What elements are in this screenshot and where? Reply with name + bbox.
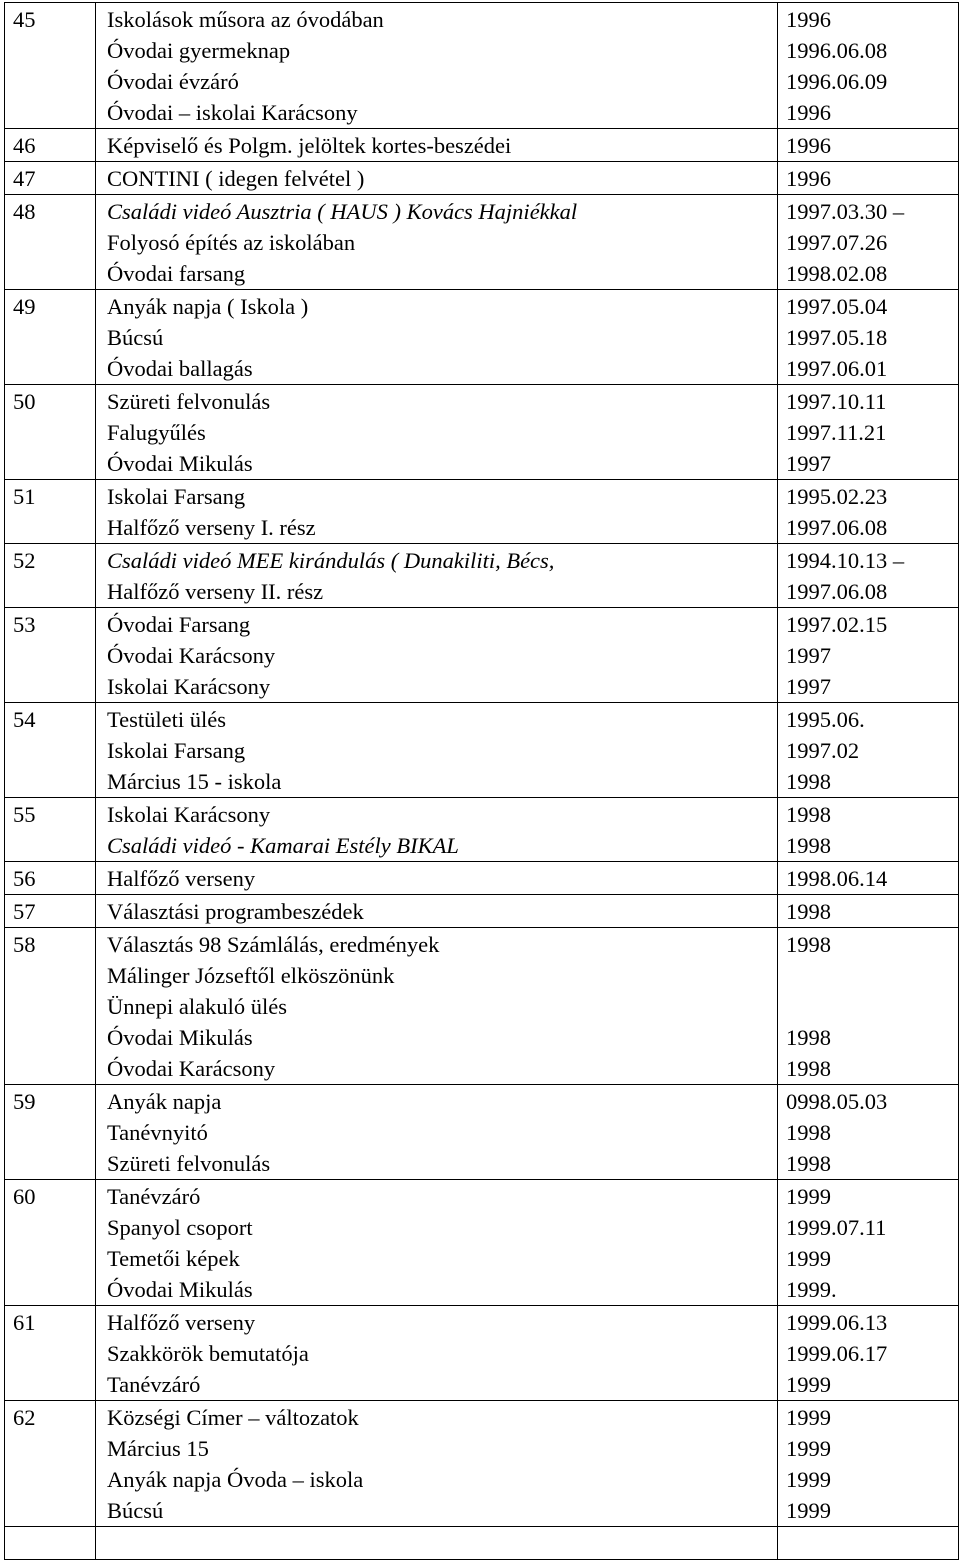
row-number-cell xyxy=(5,1306,96,1401)
row-number-cell xyxy=(5,480,96,544)
title-cell xyxy=(96,862,778,895)
table-row xyxy=(5,3,959,129)
event-date: 1997.05.04 xyxy=(786,294,888,319)
event-date xyxy=(786,991,958,1022)
event-date: 1999 xyxy=(786,1372,831,1397)
row-number-cell xyxy=(5,195,96,290)
event-date: 1998 xyxy=(786,802,831,827)
row-number: 48 xyxy=(13,199,36,224)
row-number: 57 xyxy=(13,899,36,924)
event-date: 1998.06.14 xyxy=(786,866,888,891)
event-date: 1999.06.13 xyxy=(786,1310,888,1335)
table-row xyxy=(5,608,959,703)
event-title: Óvodai ballagás xyxy=(107,356,253,381)
row-number: 58 xyxy=(13,932,36,957)
event-date: 0998.05.03 xyxy=(786,1089,888,1114)
title-cell xyxy=(96,798,778,862)
date-cell xyxy=(778,1085,959,1180)
title-cell xyxy=(96,162,778,195)
title-cell xyxy=(96,480,778,544)
row-number: 50 xyxy=(13,389,36,414)
title-cell xyxy=(96,703,778,798)
row-number-cell xyxy=(5,129,96,162)
title-cell xyxy=(96,544,778,608)
row-number: 55 xyxy=(13,802,36,827)
title-cell xyxy=(96,895,778,928)
event-title: Iskolások műsora az óvodában xyxy=(107,7,384,32)
event-date: 1997.11.21 xyxy=(786,420,887,445)
event-title: CONTINI ( idegen felvétel ) xyxy=(107,166,365,191)
event-date xyxy=(786,1528,958,1559)
table-row xyxy=(5,385,959,480)
event-title: Folyosó építés az iskolában xyxy=(107,230,356,255)
event-date: 1997.03.30 – xyxy=(786,199,905,224)
title-cell xyxy=(96,290,778,385)
title-cell xyxy=(96,195,778,290)
title-cell xyxy=(96,608,778,703)
row-number: 54 xyxy=(13,707,36,732)
date-cell xyxy=(778,798,959,862)
event-date: 1998 xyxy=(786,1151,831,1176)
table-row xyxy=(5,1180,959,1306)
row-number-cell xyxy=(5,3,96,129)
date-cell xyxy=(778,862,959,895)
row-number-cell xyxy=(5,544,96,608)
event-title: Családi videó Ausztria ( HAUS ) Kovács Hajniékkal xyxy=(107,199,578,224)
date-cell xyxy=(778,162,959,195)
event-date: 1997 xyxy=(786,451,831,476)
event-title: Választás 98 Számlálás, eredmények xyxy=(107,932,440,957)
title-cell xyxy=(96,1527,778,1560)
event-date: 1996 xyxy=(786,166,831,191)
title-cell xyxy=(96,1401,778,1527)
event-date: 1998 xyxy=(786,769,831,794)
event-date: 1999 xyxy=(786,1405,831,1430)
title-cell xyxy=(96,129,778,162)
title-cell xyxy=(96,385,778,480)
row-number: 52 xyxy=(13,548,36,573)
table-row xyxy=(5,544,959,608)
event-date: 1996 xyxy=(786,7,831,32)
event-title: Anyák napja ( Iskola ) xyxy=(107,294,309,319)
event-date: 1999.06.17 xyxy=(786,1341,888,1366)
event-date: 1997.10.11 xyxy=(786,389,887,414)
event-title: Március 15 - iskola xyxy=(107,769,282,794)
table-row xyxy=(5,195,959,290)
event-date: 1995.06. xyxy=(786,707,865,732)
row-number: 49 xyxy=(13,294,36,319)
row-number-cell xyxy=(5,928,96,1085)
row-number: 51 xyxy=(13,484,36,509)
event-title: Óvodai Mikulás xyxy=(107,451,253,476)
event-title: Március 15 xyxy=(107,1436,209,1461)
event-title: Búcsú xyxy=(107,1498,164,1523)
event-title: Testületi ülés xyxy=(107,707,227,732)
date-cell xyxy=(778,608,959,703)
event-title: Választási programbeszédek xyxy=(107,899,364,924)
date-cell xyxy=(778,703,959,798)
event-title: Halfőző verseny xyxy=(107,1310,256,1335)
event-date: 1999 xyxy=(786,1467,831,1492)
row-number: 61 xyxy=(13,1310,36,1335)
event-title: Óvodai gyermeknap xyxy=(107,38,291,63)
event-title: Tanévzáró xyxy=(107,1372,201,1397)
table-row xyxy=(5,928,959,1085)
event-title: Óvodai Karácsony xyxy=(107,643,276,668)
event-date: 1999 xyxy=(786,1498,831,1523)
table-row xyxy=(5,1085,959,1180)
event-date: 1995.02.23 xyxy=(786,484,888,509)
title-cell xyxy=(96,1085,778,1180)
event-title: Iskolai Karácsony xyxy=(107,674,271,699)
row-number-cell xyxy=(5,385,96,480)
row-number: 60 xyxy=(13,1184,36,1209)
event-title: Málinger Józseftől elköszönünk xyxy=(107,963,395,988)
event-title: Anyák napja xyxy=(107,1089,222,1114)
event-date: 1997 xyxy=(786,643,831,668)
event-title: Szüreti felvonulás xyxy=(107,1151,271,1176)
event-date: 1997.06.08 xyxy=(786,579,888,604)
event-title: Halfőző verseny II. rész xyxy=(107,579,324,604)
table-row xyxy=(5,895,959,928)
event-title: Óvodai Mikulás xyxy=(107,1025,253,1050)
event-title: Anyák napja Óvoda – iskola xyxy=(107,1467,364,1492)
row-number-cell xyxy=(5,703,96,798)
table-row xyxy=(5,290,959,385)
date-cell xyxy=(778,895,959,928)
event-title: Temetői képek xyxy=(107,1246,240,1271)
event-date: 1997.06.01 xyxy=(786,356,888,381)
table-row xyxy=(5,162,959,195)
title-cell xyxy=(96,1180,778,1306)
row-number-cell xyxy=(5,1085,96,1180)
date-cell xyxy=(778,290,959,385)
title-cell xyxy=(96,3,778,129)
row-number: 46 xyxy=(13,133,36,158)
date-cell xyxy=(778,1401,959,1527)
event-title: Búcsú xyxy=(107,325,164,350)
date-cell xyxy=(778,928,959,1085)
event-date: 1997.02.15 xyxy=(786,612,888,637)
event-date: 1999. xyxy=(786,1277,837,1302)
event-title: Halfőző verseny xyxy=(107,866,256,891)
table-row xyxy=(5,480,959,544)
event-date: 1998 xyxy=(786,1120,831,1145)
date-cell xyxy=(778,129,959,162)
date-cell xyxy=(778,3,959,129)
event-date: 1997.07.26 xyxy=(786,230,888,255)
row-number: 56 xyxy=(13,866,36,891)
event-title: Falugyűlés xyxy=(107,420,206,445)
event-title: Ünnepi alakuló ülés xyxy=(107,994,287,1019)
row-number: 59 xyxy=(13,1089,36,1114)
event-title: Családi videó MEE kirándulás ( Dunakiliti, Bécs, xyxy=(107,548,555,573)
event-title: Óvodai farsang xyxy=(107,261,246,286)
event-date: 1998 xyxy=(786,932,831,957)
title-cell xyxy=(96,1306,778,1401)
date-cell xyxy=(778,1180,959,1306)
event-date xyxy=(786,960,958,991)
event-date: 1996 xyxy=(786,100,831,125)
table-row xyxy=(5,1527,959,1560)
event-date: 1998 xyxy=(786,899,831,924)
date-cell xyxy=(778,385,959,480)
event-title: Képviselő és Polgm. jelöltek kortes-beszédei xyxy=(107,133,512,158)
event-title: Szüreti felvonulás xyxy=(107,389,271,414)
event-title: Óvodai Farsang xyxy=(107,612,251,637)
table-row xyxy=(5,1401,959,1527)
event-title: Iskolai Karácsony xyxy=(107,802,271,827)
date-cell xyxy=(778,1527,959,1560)
video-catalog-table xyxy=(4,2,959,1560)
event-title: Halfőző verseny I. rész xyxy=(107,515,316,540)
event-title: Iskolai Farsang xyxy=(107,738,246,763)
table-row xyxy=(5,798,959,862)
event-title: Szakkörök bemutatója xyxy=(107,1341,309,1366)
event-title: Spanyol csoport xyxy=(107,1215,253,1240)
event-date: 1998.02.08 xyxy=(786,261,888,286)
row-number: 47 xyxy=(13,166,36,191)
event-date: 1998 xyxy=(786,833,831,858)
event-title: Óvodai Mikulás xyxy=(107,1277,253,1302)
row-number-cell xyxy=(5,290,96,385)
date-cell xyxy=(778,544,959,608)
event-date: 1994.10.13 – xyxy=(786,548,905,573)
event-title: Tanévzáró xyxy=(107,1184,201,1209)
event-title: Óvodai Karácsony xyxy=(107,1056,276,1081)
row-number-cell xyxy=(5,608,96,703)
row-number-cell xyxy=(5,895,96,928)
row-number: 45 xyxy=(13,7,36,32)
table-row xyxy=(5,129,959,162)
title-cell xyxy=(96,928,778,1085)
row-number: 53 xyxy=(13,612,36,637)
row-number-cell xyxy=(5,862,96,895)
table-row xyxy=(5,862,959,895)
date-cell xyxy=(778,195,959,290)
event-title: Családi videó - Kamarai Estély BIKAL xyxy=(107,833,459,858)
event-title: Iskolai Farsang xyxy=(107,484,246,509)
event-date: 1999.07.11 xyxy=(786,1215,887,1240)
event-date: 1997 xyxy=(786,674,831,699)
event-date: 1997.02 xyxy=(786,738,860,763)
event-title: Községi Címer – változatok xyxy=(107,1405,359,1430)
row-number: 62 xyxy=(13,1405,36,1430)
event-date: 1996 xyxy=(786,133,831,158)
event-date: 1998 xyxy=(786,1025,831,1050)
event-date: 1997.06.08 xyxy=(786,515,888,540)
table-row xyxy=(5,703,959,798)
event-title: Óvodai évzáró xyxy=(107,69,239,94)
row-number-cell xyxy=(5,798,96,862)
event-title xyxy=(107,1528,777,1559)
row-number-cell xyxy=(5,162,96,195)
event-date: 1999 xyxy=(786,1184,831,1209)
row-number xyxy=(13,1528,95,1559)
event-date: 1999 xyxy=(786,1246,831,1271)
date-cell xyxy=(778,1306,959,1401)
row-number-cell xyxy=(5,1527,96,1560)
event-date: 1996.06.09 xyxy=(786,69,888,94)
row-number-cell xyxy=(5,1401,96,1527)
event-date: 1998 xyxy=(786,1056,831,1081)
table-body xyxy=(5,3,959,1560)
table-row xyxy=(5,1306,959,1401)
row-number-cell xyxy=(5,1180,96,1306)
event-date: 1996.06.08 xyxy=(786,38,888,63)
event-title: Óvodai – iskolai Karácsony xyxy=(107,100,358,125)
event-date: 1999 xyxy=(786,1436,831,1461)
date-cell xyxy=(778,480,959,544)
event-title: Tanévnyitó xyxy=(107,1120,208,1145)
event-date: 1997.05.18 xyxy=(786,325,888,350)
